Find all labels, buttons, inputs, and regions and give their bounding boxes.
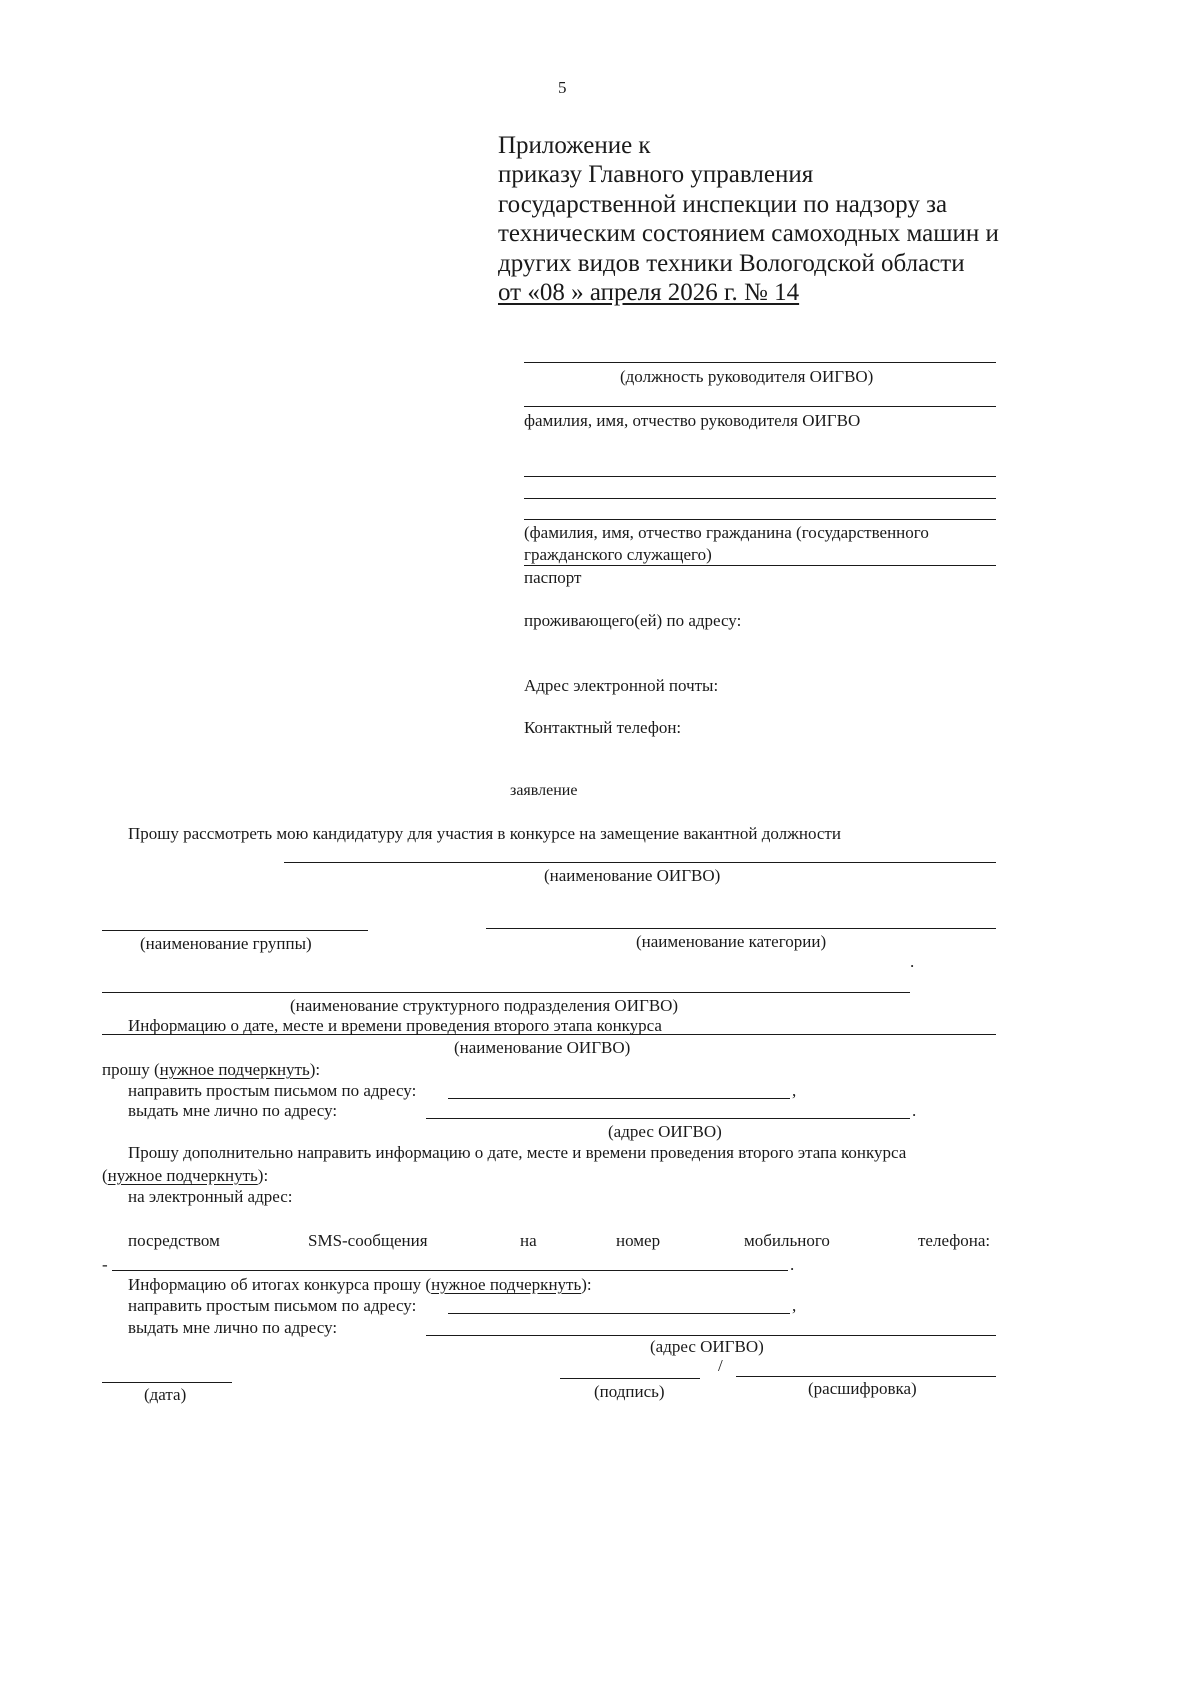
passport-label: паспорт bbox=[524, 568, 582, 587]
ask-suffix: ): bbox=[309, 1060, 321, 1079]
residence-label: проживающего(ей) по адресу: bbox=[524, 611, 742, 630]
slash: / bbox=[718, 1356, 723, 1375]
head-name-line bbox=[524, 406, 996, 407]
additional-underline-hint bbox=[102, 1166, 268, 1186]
give-personally-label: выдать мне лично по адресу: bbox=[128, 1101, 338, 1120]
group-caption: (наименование группы) bbox=[140, 934, 312, 953]
sms-word: мобильного bbox=[744, 1231, 830, 1250]
category-caption: (наименование категории) bbox=[636, 932, 827, 951]
address-oigvo-caption: (адрес ОИГВО) bbox=[608, 1122, 722, 1141]
results-request bbox=[128, 1275, 592, 1295]
ask-underline-hint bbox=[102, 1060, 320, 1080]
results-prefix: Информацию об итогах конкурса прошу ( bbox=[128, 1275, 432, 1294]
results-suffix: ): bbox=[581, 1275, 592, 1294]
group-line bbox=[102, 930, 368, 931]
address-oigvo-caption-2: (адрес ОИГВО) bbox=[650, 1337, 764, 1356]
comma: , bbox=[792, 1296, 797, 1315]
citizen-line-3 bbox=[524, 519, 996, 520]
header-line: приказу Главного управления bbox=[498, 161, 814, 188]
give-personally-line-2 bbox=[426, 1335, 996, 1336]
sms-word: посредством bbox=[128, 1231, 220, 1250]
dash-mark: - bbox=[102, 1255, 108, 1274]
signature-line bbox=[560, 1378, 700, 1379]
citizen-caption-cont: гражданского служащего) bbox=[524, 545, 712, 564]
additional-request: Прошу дополнительно направить информацию о дате, месте и времени проведения второго этапа конкурса bbox=[128, 1143, 907, 1162]
head-name-caption: фамилия, имя, отчество руководителя ОИГВО bbox=[524, 411, 861, 430]
position-line bbox=[524, 362, 996, 363]
header-line: Приложение к bbox=[498, 132, 651, 159]
citizen-line-1 bbox=[524, 476, 996, 477]
decoding-caption: (расшифровка) bbox=[808, 1379, 917, 1398]
email-label: Адрес электронной почты: bbox=[524, 676, 719, 695]
position-caption: (должность руководителя ОИГВО) bbox=[620, 367, 874, 386]
header-line: техническим состоянием самоходных машин и bbox=[498, 220, 999, 247]
document-title: заявление bbox=[510, 782, 578, 799]
citizen-caption: (фамилия, имя, отчество гражданина (государственного bbox=[524, 523, 929, 542]
period: . bbox=[790, 1255, 795, 1274]
give-personally-label-2: выдать мне лично по адресу: bbox=[128, 1318, 338, 1337]
date-caption: (дата) bbox=[144, 1385, 187, 1404]
structural-line bbox=[102, 992, 910, 993]
phone-label: Контактный телефон: bbox=[524, 718, 682, 737]
add-suffix: ): bbox=[257, 1166, 269, 1185]
second-stage-info: Информацию о дате, месте и времени проведения второго этапа конкурса bbox=[128, 1016, 662, 1035]
oigvo-name-line bbox=[284, 862, 996, 863]
send-mail-line-2 bbox=[448, 1313, 790, 1314]
header-line: других видов техники Вологодской области bbox=[498, 250, 965, 277]
structural-caption: (наименование структурного подразделения ОИГВО) bbox=[290, 996, 679, 1015]
comma: , bbox=[792, 1081, 797, 1100]
sms-word: на bbox=[520, 1231, 537, 1250]
period: . bbox=[912, 1101, 917, 1120]
dot-mark: . bbox=[910, 952, 915, 971]
sms-word: SMS-сообщения bbox=[308, 1231, 428, 1250]
citizen-line-2 bbox=[524, 498, 996, 499]
mobile-number-line bbox=[112, 1270, 788, 1271]
add-prefix: ( bbox=[102, 1166, 108, 1185]
oigvo-name-caption: (наименование ОИГВО) bbox=[544, 866, 721, 885]
results-underlined: нужное подчеркнуть bbox=[431, 1275, 582, 1294]
add-underlined: нужное подчеркнуть bbox=[107, 1166, 258, 1185]
category-line bbox=[486, 928, 996, 929]
send-mail-label: направить простым письмом по адресу: bbox=[128, 1081, 417, 1100]
oigvo-name-caption-2: (наименование ОИГВО) bbox=[454, 1038, 631, 1057]
passport-line bbox=[524, 565, 996, 566]
oigvo-name-line-2 bbox=[102, 1034, 996, 1035]
signature-caption: (подпись) bbox=[594, 1382, 665, 1401]
ask-prefix: прошу ( bbox=[102, 1060, 160, 1079]
email-address-label: на электронный адрес: bbox=[128, 1187, 293, 1206]
request-text: Прошу рассмотреть мою кандидатуру для участия в конкурсе на замещение вакантной должности bbox=[128, 824, 841, 843]
sms-word: телефона: bbox=[918, 1231, 991, 1250]
order-date-number: от «08 » апреля 2026 г. № 14 bbox=[498, 279, 800, 306]
ask-underlined: нужное подчеркнуть bbox=[159, 1060, 310, 1079]
decoding-line bbox=[736, 1376, 996, 1377]
page-number: 5 bbox=[558, 78, 567, 97]
sms-word: номер bbox=[616, 1231, 661, 1250]
send-mail-line bbox=[448, 1098, 790, 1099]
send-mail-label-2: направить простым письмом по адресу: bbox=[128, 1296, 417, 1315]
give-personally-line bbox=[426, 1118, 910, 1119]
header-line: государственной инспекции по надзору за bbox=[498, 191, 948, 218]
date-line bbox=[102, 1382, 232, 1383]
